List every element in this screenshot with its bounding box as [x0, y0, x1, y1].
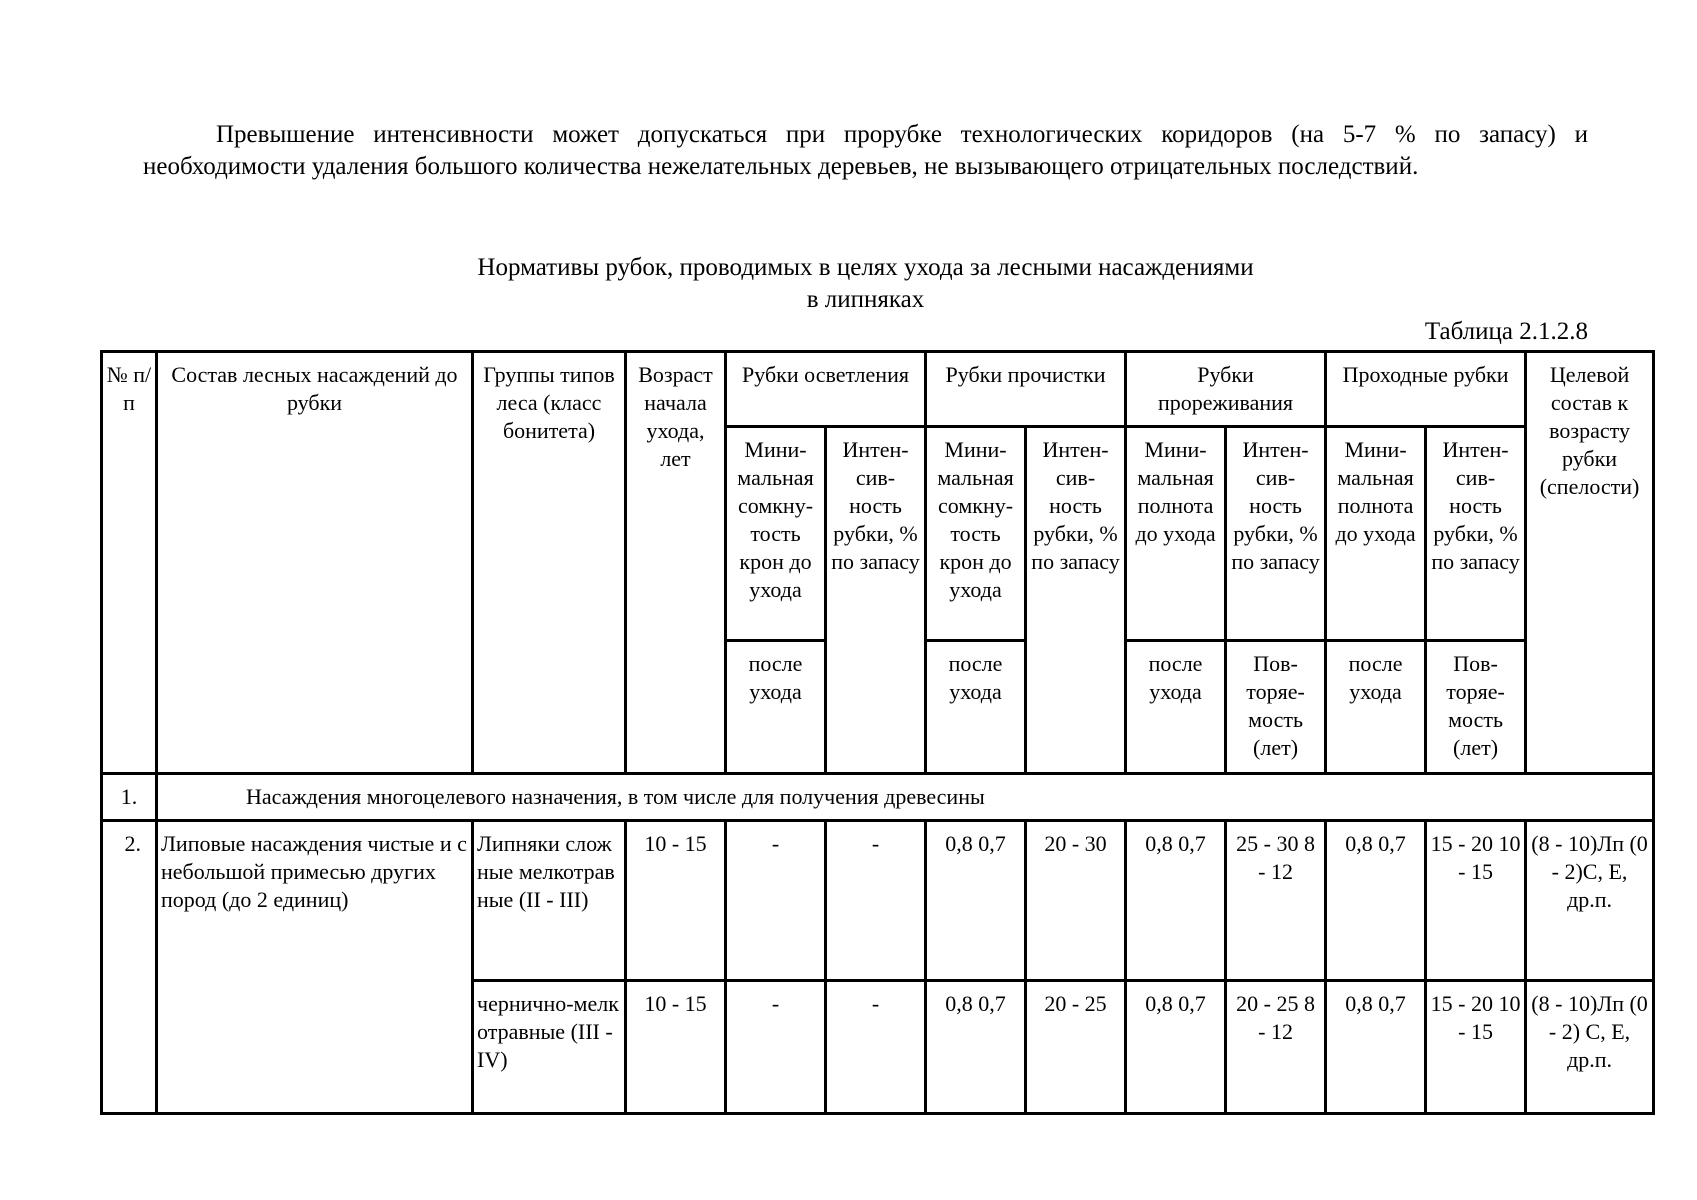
row-thin-intensity: 25 - 30 8 - 12: [1226, 821, 1326, 981]
row-age: 10 - 15: [626, 981, 726, 1114]
header-composition: Состав лесных насаждений до рубки: [157, 352, 473, 774]
intro-text: Превышение интенсивности может допускаться при прорубке технологических коридоров (на 5-7 % по запасу) и необходимости удаления большого количества нежелательных деревьев, не вызывающего отрицательных последствий.: [143, 121, 1588, 180]
row-thin-density: 0,8 0,7: [1126, 821, 1226, 981]
section-num: 1.: [102, 774, 157, 821]
table-number: Таблица 2.1.2.8: [1424, 318, 1588, 345]
header-light-intensity: Интен-сив-ность рубки, % по запасу: [826, 427, 926, 774]
row-pass-density: 0,8 0,7: [1326, 821, 1426, 981]
row-light-canopy: -: [726, 981, 826, 1114]
row-clean-intensity: 20 - 30: [1026, 821, 1126, 981]
header-pass-after: после ухода: [1326, 641, 1426, 774]
section-row: [102, 774, 1654, 821]
row-thin-density: 0,8 0,7: [1126, 981, 1226, 1114]
row-target: (8 - 10)Лп (0 - 2) С, Е, др.п.: [1526, 981, 1654, 1114]
norms-table: [100, 350, 1655, 1115]
header-lightening: Рубки осветления: [726, 352, 926, 427]
header-passing: Проходные рубки: [1326, 352, 1526, 427]
header-clean-intensity: Интен-сив-ность рубки, % по запасу: [1026, 427, 1126, 774]
row-light-intensity: -: [826, 821, 926, 981]
header-pass-density: Мини-мальная полнота до ухода: [1326, 427, 1426, 641]
header-thinning: Рубки прореживания: [1126, 352, 1326, 427]
section-label: Насаждения многоцелевого назначения, в том числе для получения древесины: [157, 774, 1654, 821]
row-pass-intensity: 15 - 20 10 - 15: [1426, 981, 1526, 1114]
row-age: 10 - 15: [626, 821, 726, 981]
header-target: Целевой состав к возрасту рубки (спелости): [1526, 352, 1654, 774]
table-title-line1: Нормативы рубок, проводимых в целях ухода за лесными насаждениями: [477, 254, 1254, 281]
intro-paragraph: [143, 119, 1588, 183]
row-forest-group: Липняки сложные мелкотравные (II - III): [473, 821, 626, 981]
header-start-age: Возраст начала ухода, лет: [626, 352, 726, 774]
row-light-intensity: -: [826, 981, 926, 1114]
header-num: № п/п: [102, 352, 157, 774]
row-thin-intensity: 20 - 25 8 - 12: [1226, 981, 1326, 1114]
header-light-canopy: Мини-мальная сомкну-тость крон до ухода: [726, 427, 826, 641]
header-light-after: после ухода: [726, 641, 826, 774]
table-title-line2: в липняках: [806, 286, 925, 313]
header-clean-after: после ухода: [926, 641, 1026, 774]
row-num: 2.: [102, 821, 157, 1114]
row-clean-canopy: 0,8 0,7: [926, 821, 1026, 981]
header-thin-repeat: Пов-торяе-мость (лет): [1226, 641, 1326, 774]
table-row: [102, 821, 1654, 981]
row-light-canopy: -: [726, 821, 826, 981]
row-clean-intensity: 20 - 25: [1026, 981, 1126, 1114]
header-thin-density: Мини-мальная полнота до ухода: [1126, 427, 1226, 641]
row-pass-intensity: 15 - 20 10 - 15: [1426, 821, 1526, 981]
header-pass-repeat: Пов-торяе-мость (лет): [1426, 641, 1526, 774]
header-thin-intensity: Интен-сив-ность рубки, % по запасу: [1226, 427, 1326, 641]
row-clean-canopy: 0,8 0,7: [926, 981, 1026, 1114]
header-cleaning: Рубки прочистки: [926, 352, 1126, 427]
row-pass-density: 0,8 0,7: [1326, 981, 1426, 1114]
header-clean-canopy: Мини-мальная сомкну-тость крон до ухода: [926, 427, 1026, 641]
row-composition: Липовые насаждения чистые и с небольшой примесью других пород (до 2 единиц): [157, 821, 473, 1114]
row-forest-group: чернично-мелкотравные (III - IV): [473, 981, 626, 1114]
header-forest-groups: Группы типов леса (класс бонитета): [473, 352, 626, 774]
row-target: (8 - 10)Лп (0 - 2)С, Е, др.п.: [1526, 821, 1654, 981]
header-pass-intensity: Интен-сив-ность рубки, % по запасу: [1426, 427, 1526, 641]
header-thin-after: после ухода: [1126, 641, 1226, 774]
